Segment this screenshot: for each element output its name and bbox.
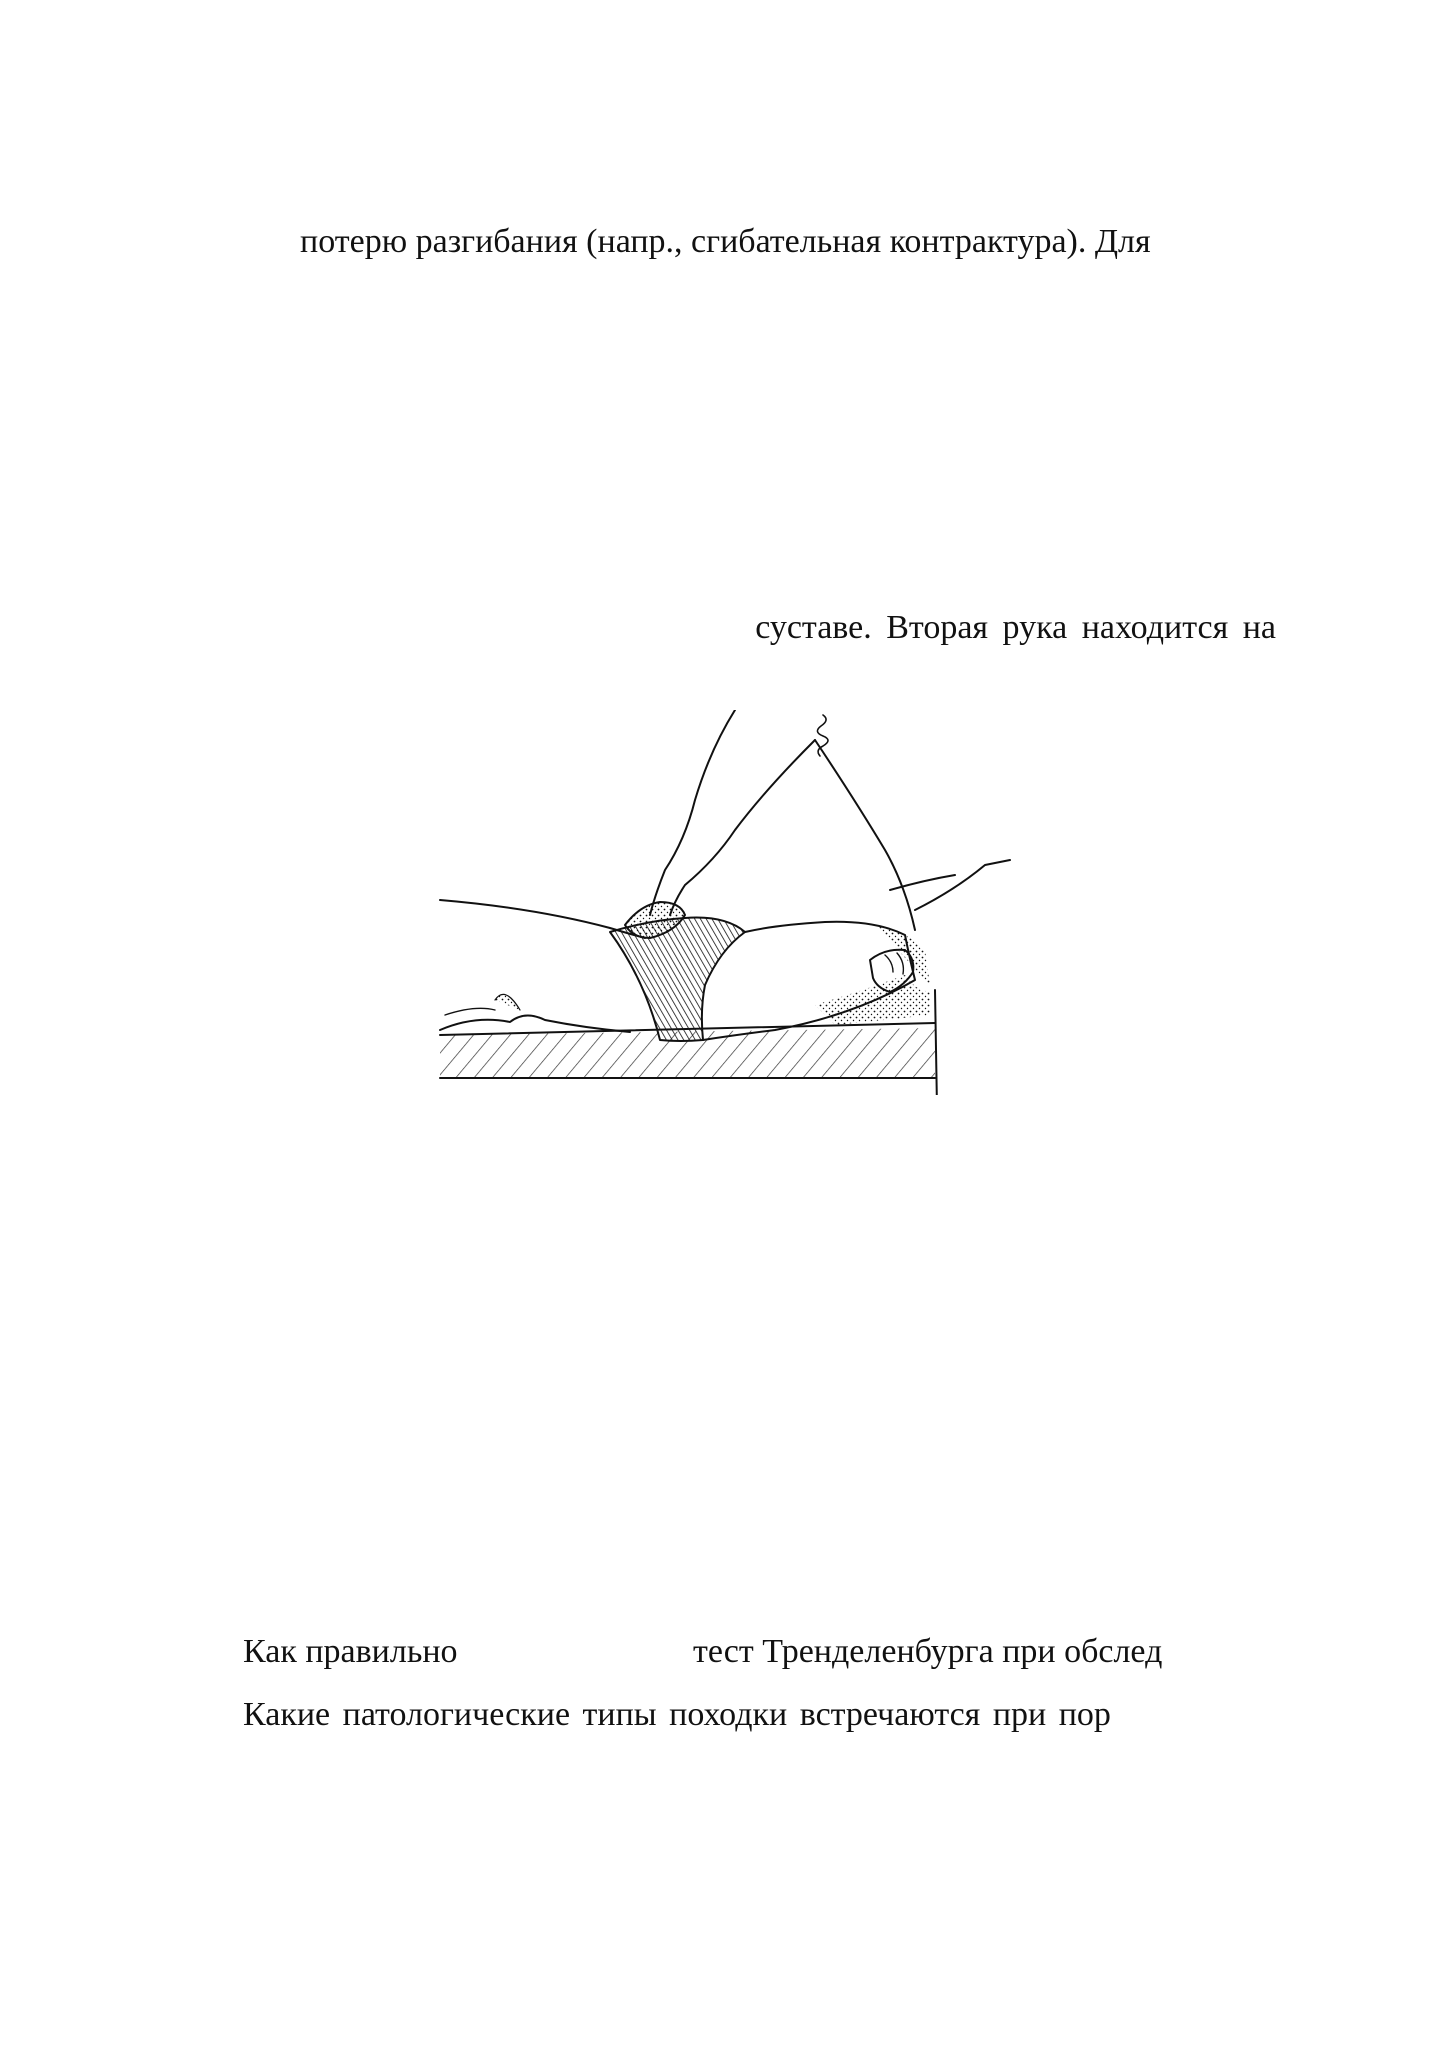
table-edge-line: [935, 990, 937, 1095]
text-line-2: суставе. Вторая рука находится на: [755, 609, 1276, 646]
patient-leg-bottom: [440, 1015, 630, 1032]
text-line-3-start: Как правильно: [243, 1633, 458, 1670]
text-line-1: потерю разгибания (напр., сгибательная контрактура). Для: [300, 223, 1151, 260]
hip-examination-illustration: [435, 710, 1025, 1095]
patient-underwear: [610, 918, 745, 1041]
text-line-3-end: тест Тренделенбурга при обслед: [693, 1633, 1163, 1670]
examiner-arm-right: [815, 740, 915, 930]
examiner-arm-left: [650, 710, 735, 915]
text-line-4: Какие патологические типы походки встречаются при пор: [243, 1696, 1111, 1733]
